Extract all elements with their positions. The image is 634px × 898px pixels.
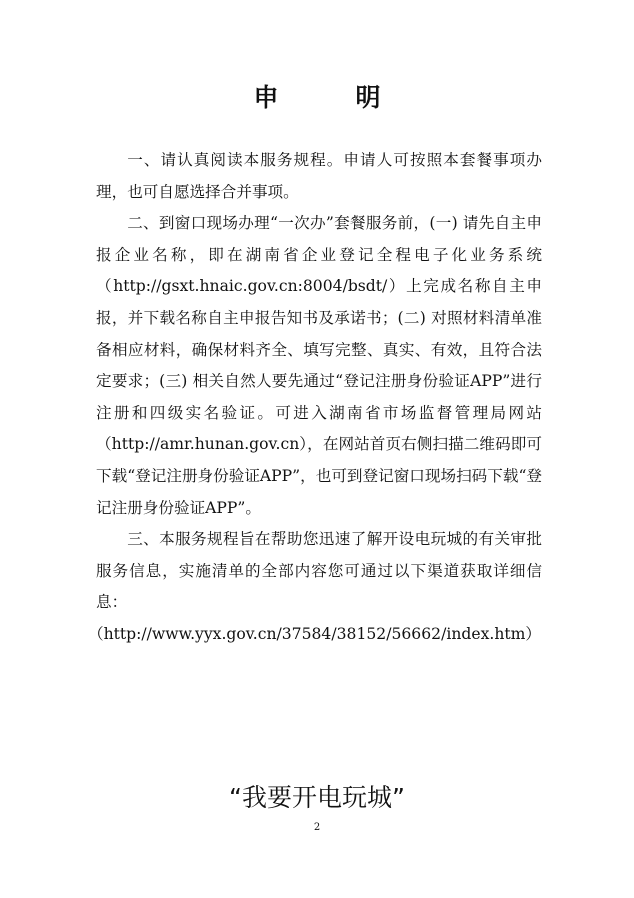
paragraph-1: 一、请认真阅读本服务规程。申请人可按照本套餐事项办理，也可自愿选择合并事项。 (96, 151, 542, 201)
tagline: “我要开电玩城” (229, 783, 405, 812)
body-text (88, 145, 543, 651)
paragraph-2: 二、到窗口现场办理“一次办”套餐服务前，(一) 请先自主申报企业名称，即在湖南省企业登记全程电子化业务系统（http://gsxt.hnaic.gov.cn:8004/bsdt/）上完成名称自主申报，并下载名称自主申报告知书及承诺书；(二) 对照材料清单准备相应材料，确保材料齐全、填写完整、真实、有效，且符合法定要求；(三) 相关自然人要先通过“登记注册身份验证APP”进行注册和四级实名验证。可进入湖南省市场监督管理局网站（http://amr.hunan.gov.cn），在网站首页右侧扫描二维码即可下载“登记注册身份验证APP”，也可到登记窗口现场扫码下载“登记注册身份验证APP”。 (96, 214, 543, 517)
paragraph-3: 三、本服务规程旨在帮助您迅速了解开设电玩城的有关审批服务信息，实施清单的全部内容您可通过以下渠道获取详细信息： (96, 530, 542, 612)
url-line: （http://www.yyx.gov.cn/37584/38152/56662/index.htm） (88, 624, 542, 643)
page-number: 2 (313, 822, 321, 833)
page-title: 申 明 (253, 83, 407, 112)
